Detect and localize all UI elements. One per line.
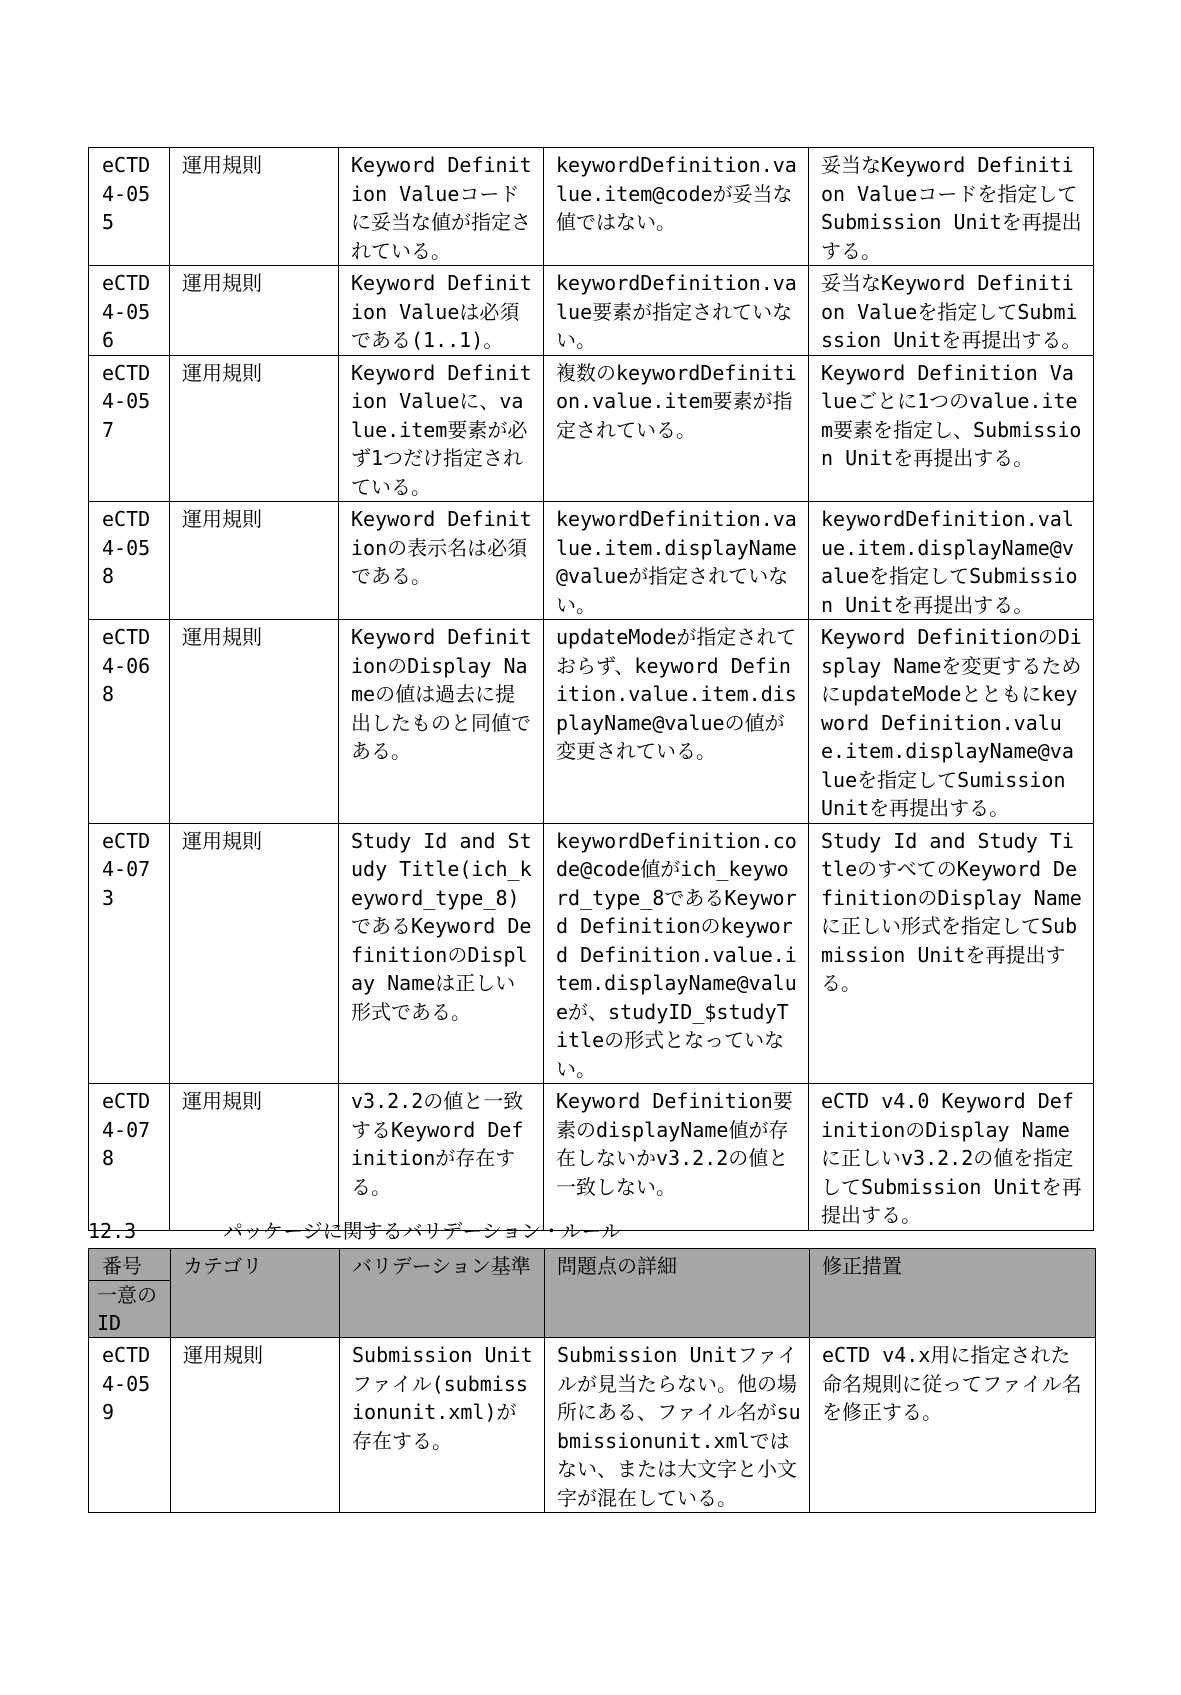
rule-detail: Submission Unitファイルが見当たらない。他の場所にある、ファイル名がsubmissionunit.xmlではない、または大文字と小文字が混在している。 bbox=[545, 1338, 810, 1513]
table-row bbox=[89, 502, 1094, 620]
rule-detail: keywordDefinition.value.item@codeが妥当な値ではない。 bbox=[544, 148, 809, 266]
rule-criteria: v3.2.2の値と一致するKeyword Definitionが存在する。 bbox=[339, 1084, 544, 1231]
header-category: カテゴリ bbox=[171, 1249, 340, 1338]
table-row bbox=[89, 1338, 1096, 1513]
rule-category: 運用規則 bbox=[170, 502, 339, 620]
table-row bbox=[89, 823, 1094, 1084]
rule-fix: eCTD v4.x用に指定された命名規則に従ってファイル名を修正する。 bbox=[810, 1338, 1096, 1513]
section-heading bbox=[88, 1217, 621, 1245]
rule-fix: eCTD v4.0 Keyword DefinitionのDisplay Nameに正しいv3.2.2の値を指定してSubmission Unitを再提出する。 bbox=[809, 1084, 1094, 1231]
rule-category: 運用規則 bbox=[170, 266, 339, 356]
rule-category: 運用規則 bbox=[170, 148, 339, 266]
rule-id: eCTD 4-057 bbox=[89, 355, 170, 502]
table-header-row bbox=[89, 1249, 1096, 1338]
table-row bbox=[89, 355, 1094, 502]
header-detail: 問題点の詳細 bbox=[545, 1249, 810, 1338]
rule-id: eCTD 4-056 bbox=[89, 266, 170, 356]
rule-fix: 妥当なKeyword Definition Valueコードを指定してSubmission Unitを再提出する。 bbox=[809, 148, 1094, 266]
rule-fix: Study Id and Study TitleのすべてのKeyword DefinitionのDisplay Nameに正しい形式を指定してSubmission Unitを再提出する。 bbox=[809, 823, 1094, 1084]
rule-id: eCTD 4-073 bbox=[89, 823, 170, 1084]
rule-id: eCTD 4-078 bbox=[89, 1084, 170, 1231]
rule-category: 運用規則 bbox=[170, 620, 339, 824]
rule-detail: updateModeが指定されておらず、keyword Definition.value.item.displayName@valueの値が変更されている。 bbox=[544, 620, 809, 824]
rule-detail: Keyword Definition要素のdisplayName値が存在しないかv3.2.2の値と一致しない。 bbox=[544, 1084, 809, 1231]
rule-category: 運用規則 bbox=[170, 1084, 339, 1231]
rule-id: eCTD 4-055 bbox=[89, 148, 170, 266]
rule-criteria: Study Id and Study Title(ich_keyword_type_8)であるKeyword DefinitionのDisplay Nameは正しい形式である。 bbox=[339, 823, 544, 1084]
rule-criteria: Keyword Definitionの表示名は必須である。 bbox=[339, 502, 544, 620]
section-title: パッケージに関するバリデーション・ルール bbox=[223, 1219, 621, 1243]
table-row bbox=[89, 148, 1094, 266]
table-row bbox=[89, 1084, 1094, 1231]
rule-id: eCTD 4-068 bbox=[89, 620, 170, 824]
validation-rules-table-keyword bbox=[88, 147, 1094, 1231]
header-number-cell bbox=[89, 1249, 171, 1338]
header-fix: 修正措置 bbox=[810, 1249, 1096, 1338]
rule-category: 運用規則 bbox=[170, 823, 339, 1084]
section-number: 12.3 bbox=[88, 1219, 137, 1243]
rule-criteria: Submission Unitファイル(submissionunit.xml)が存在する。 bbox=[340, 1338, 545, 1513]
rule-category: 運用規則 bbox=[170, 355, 339, 502]
table-row bbox=[89, 266, 1094, 356]
rule-detail: keywordDefinition.value要素が指定されていない。 bbox=[544, 266, 809, 356]
rule-criteria: Keyword Definition Valueコードに妥当な値が指定されている。 bbox=[339, 148, 544, 266]
header-criteria: バリデーション基準 bbox=[340, 1249, 545, 1338]
table-row bbox=[89, 620, 1094, 824]
header-unique-id: 一意のID bbox=[97, 1283, 157, 1335]
rule-detail: keywordDefinition.value.item.displayName@valueが指定されていない。 bbox=[544, 502, 809, 620]
rule-category: 運用規則 bbox=[171, 1338, 340, 1513]
validation-rules-table-package bbox=[88, 1248, 1096, 1513]
rule-fix: 妥当なKeyword Definition Valueを指定してSubmission Unitを再提出する。 bbox=[809, 266, 1094, 356]
rule-fix: Keyword Definition Valueごとに1つのvalue.item要素を指定し、Submission Unitを再提出する。 bbox=[809, 355, 1094, 502]
rule-criteria: Keyword Definition Valueは必須である(1..1)。 bbox=[339, 266, 544, 356]
rule-fix: Keyword DefinitionのDisplay Nameを変更するためにupdateModeとともにkeyword Definition.value.item.displayName@valueを指定してSumission Unitを再提出する。 bbox=[809, 620, 1094, 824]
rule-fix: keywordDefinition.value.item.displayName@valueを指定してSubmission Unitを再提出する。 bbox=[809, 502, 1094, 620]
rule-criteria: Keyword DefinitionのDisplay Nameの値は過去に提出したものと同値である。 bbox=[339, 620, 544, 824]
rule-detail: 複数のkeywordDefinition.value.item要素が指定されている。 bbox=[544, 355, 809, 502]
rule-criteria: Keyword Definition Valueに、value.item要素が必ず1つだけ指定されている。 bbox=[339, 355, 544, 502]
rule-id: eCTD 4-058 bbox=[89, 502, 170, 620]
header-number: 番号 bbox=[89, 1249, 170, 1281]
rule-detail: keywordDefinition.code@code値がich_keyword_type_8であるKeyword Definitionのkeyword Definition.value.item.displayName@valueが、studyID_$studyTitleの形式となっていない。 bbox=[544, 823, 809, 1084]
rule-id: eCTD 4-059 bbox=[89, 1338, 171, 1513]
